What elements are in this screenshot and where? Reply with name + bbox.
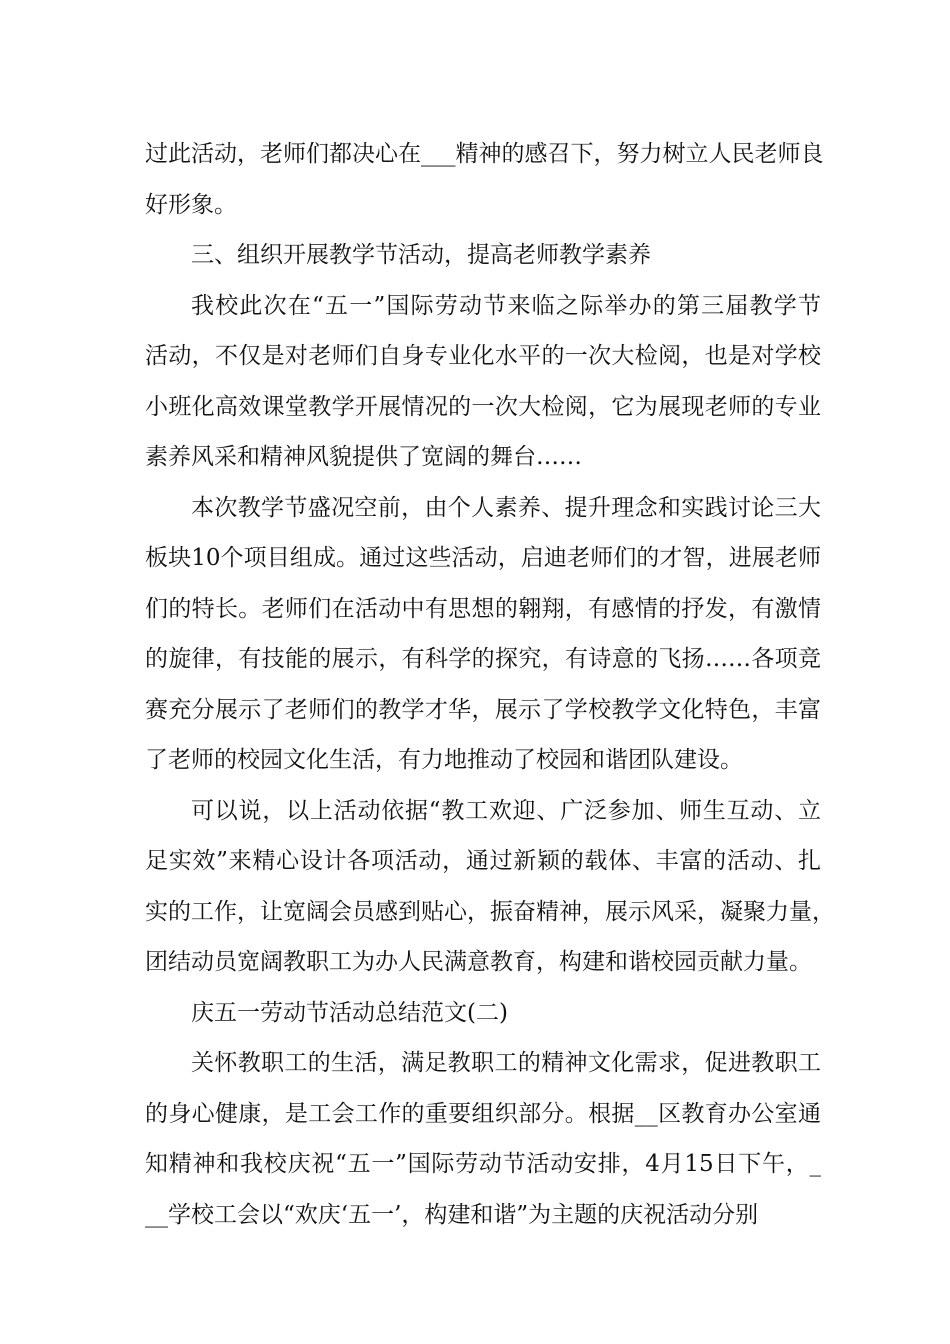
- text-line: 好形象。: [145, 191, 237, 218]
- text-line: 可以说，以上活动依据“教工欢迎、广泛参加、师生互动、立: [191, 797, 821, 824]
- paragraph: [145, 483, 821, 786]
- paragraph: [145, 786, 835, 988]
- text-line: 活动，不仅是对老师们自身专业化水平的一次大检阅，也是对学校: [145, 343, 821, 369]
- text-line: 本次教学节盛况空前，由个人素养、提升理念和实践讨论三大: [191, 494, 821, 521]
- text-line: 我校此次在“五一”国际劳动节来临之际举办的第三届教学节: [191, 292, 821, 319]
- text-line: 的旋律，有技能的展示，有科学的探究，有诗意的飞扬……各项竞: [145, 646, 821, 672]
- text-line: 庆五一劳动节活动总结范文(二): [191, 999, 508, 1026]
- paragraph: [145, 129, 824, 230]
- text-line: 三、组织开展教学节活动，提高老师教学素养: [191, 242, 651, 268]
- text-line: 小班化高效课堂教学开展情况的一次大检阅，它为展现老师的专业: [145, 393, 821, 420]
- text-line: 团结动员宽阔教职工为办人民满意教育，构建和谐校园贡献力量。: [145, 949, 812, 975]
- text-line: 了老师的校园文化生活，有力地推动了校园和谐团队建设。: [145, 747, 743, 773]
- text-line: 赛充分展示了老师们的教学才华，展示了学校教学文化特色，丰富: [145, 696, 821, 723]
- text-line: __学校工会以“欢庆‘五一’，构建和谐”为主题的庆祝活动分别: [145, 1201, 759, 1228]
- text-line: 知精神和我校庆祝“五一”国际劳动节活动安排，4月15日下午，_: [145, 1151, 821, 1177]
- paragraph: [145, 1038, 821, 1240]
- text-line: 实的工作，让宽阔会员感到贴心，振奋精神，展示风采，凝聚力量，: [145, 898, 835, 925]
- text-line: 的身心健康，是工会工作的重要组织部分。根据__区教育办公室通: [145, 1100, 821, 1127]
- text-line: 们的特长。老师们在活动中有思想的翱翔，有感情的抒发，有激情: [145, 595, 821, 622]
- paragraph: [145, 281, 821, 483]
- text-line: 足实效”来精心设计各项活动，通过新颖的载体、丰富的活动、扎: [145, 848, 821, 874]
- document-body: [145, 129, 835, 1240]
- paragraph: [145, 230, 821, 281]
- paragraph: [145, 988, 821, 1039]
- text-line: 过此活动，老师们都决心在___精神的感召下，努力树立人民老师良: [145, 141, 824, 167]
- text-line: 关怀教职工的生活，满足教职工的精神文化需求，促进教职工: [191, 1050, 821, 1076]
- text-line: 板块10个项目组成。通过这些活动，启迪老师们的才智，进展老师: [145, 545, 821, 571]
- text-line: 素养风采和精神风貌提供了宽阔的舞台……: [145, 444, 582, 470]
